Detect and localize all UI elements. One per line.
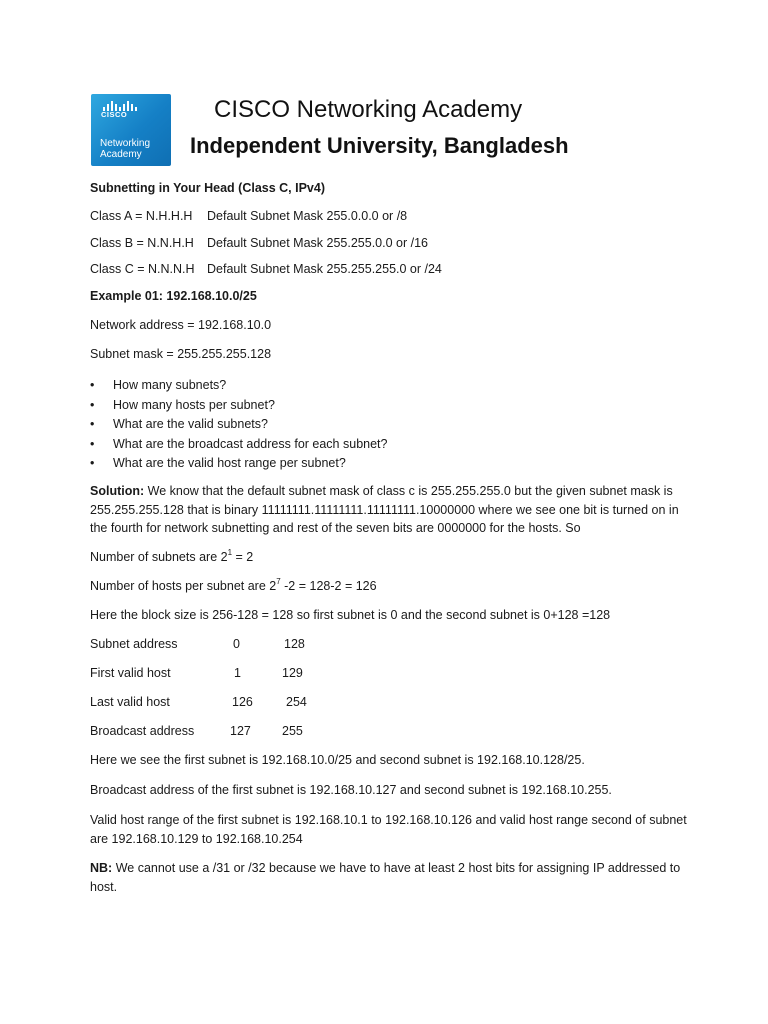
table-cell: 128 bbox=[284, 637, 305, 651]
nb-text: We cannot use a /31 or /32 because we have to have at least 2 host bits for assigning IP addressed to host. bbox=[90, 861, 681, 894]
table-label: Subnet address bbox=[90, 637, 178, 651]
block-size-text: Here the block size is 256-128 = 128 so first subnet is 0 and the second subnet is 0+128 =128 bbox=[90, 608, 611, 622]
logo-line-2: Academy bbox=[100, 149, 142, 160]
nb-label: NB: bbox=[90, 861, 113, 875]
solution-paragraph bbox=[90, 482, 690, 538]
nb-paragraph bbox=[90, 859, 690, 896]
hosts-count-text: Number of hosts per subnet are 2 bbox=[90, 579, 277, 593]
class-c-mask: Default Subnet Mask 255.255.255.0 or /24 bbox=[207, 262, 442, 276]
table-cell: 254 bbox=[286, 695, 307, 709]
subnets-count bbox=[90, 547, 254, 564]
class-a-name: Class A = N.H.H.H bbox=[90, 209, 193, 223]
logo-text bbox=[100, 138, 150, 160]
subnets-summary: Here we see the first subnet is 192.168.10.0/25 and second subnet is 192.168.10.128/25. bbox=[90, 753, 585, 767]
list-item: • What are the broadcast address for each subnet? bbox=[90, 435, 387, 455]
hosts-exponent: 7 bbox=[276, 576, 281, 586]
network-address: Network address = 192.168.10.0 bbox=[90, 318, 272, 332]
broadcast-summary: Broadcast address of the first subnet is 192.168.10.127 and second subnet is 192.168.10.255. bbox=[90, 783, 612, 797]
list-item: • How many hosts per subnet? bbox=[90, 396, 387, 416]
questions-list bbox=[90, 376, 387, 474]
table-cell: 0 bbox=[233, 637, 240, 651]
subnets-count-result: = 2 bbox=[232, 550, 254, 564]
hosts-count-result: -2 = 128-2 = 126 bbox=[280, 579, 377, 593]
page-title: CISCO Networking Academy bbox=[214, 96, 523, 123]
table-cell: 127 bbox=[230, 724, 251, 738]
subnets-exponent: 1 bbox=[227, 547, 233, 557]
solution-text: We know that the default subnet mask of class c is 255.255.255.0 but the given subnet mask is 255.255.255.128 that is binary 11111111.11111111.11111111.10000000 where we see one bit is turned on in the fourth for network subnetting and rest of the seven bits are 0000000 for the hosts. So bbox=[90, 484, 679, 535]
class-c-name: Class C = N.N.N.H bbox=[90, 262, 195, 276]
logo-line-1: Networking bbox=[100, 138, 151, 149]
class-b-name: Class B = N.N.H.H bbox=[90, 236, 194, 250]
list-item: • What are the valid host range per subnet? bbox=[90, 454, 387, 474]
section-title: Subnetting in Your Head (Class C, IPv4) bbox=[90, 181, 325, 195]
solution-label: Solution: bbox=[90, 484, 145, 498]
class-a-mask: Default Subnet Mask 255.0.0.0 or /8 bbox=[207, 209, 408, 223]
cisco-networking-academy-logo bbox=[91, 94, 171, 166]
table-cell: 126 bbox=[232, 695, 253, 709]
class-b-mask: Default Subnet Mask 255.255.0.0 or /16 bbox=[207, 236, 428, 250]
hosts-count bbox=[90, 576, 377, 593]
table-label: Broadcast address bbox=[90, 724, 195, 738]
table-label: Last valid host bbox=[90, 695, 170, 709]
table-cell: 1 bbox=[234, 666, 241, 680]
valid-range-paragraph: Valid host range of the first subnet is 192.168.10.1 to 192.168.10.126 and valid host range second of subnet are 192.168.10.129 to 192.168.10.254 bbox=[90, 813, 687, 846]
list-item: • What are the valid subnets? bbox=[90, 415, 387, 435]
subnets-count-text: Number of subnets are 2 bbox=[90, 550, 228, 564]
table-cell: 255 bbox=[282, 724, 303, 738]
logo-brand: CISCO bbox=[101, 110, 128, 119]
page-subtitle: Independent University, Bangladesh bbox=[190, 133, 569, 158]
table-cell: 129 bbox=[282, 666, 303, 680]
table-label: First valid host bbox=[90, 666, 171, 680]
subnet-mask: Subnet mask = 255.255.255.128 bbox=[90, 347, 272, 361]
example-heading: Example 01: 192.168.10.0/25 bbox=[90, 289, 257, 303]
list-item: • How many subnets? bbox=[90, 376, 387, 396]
